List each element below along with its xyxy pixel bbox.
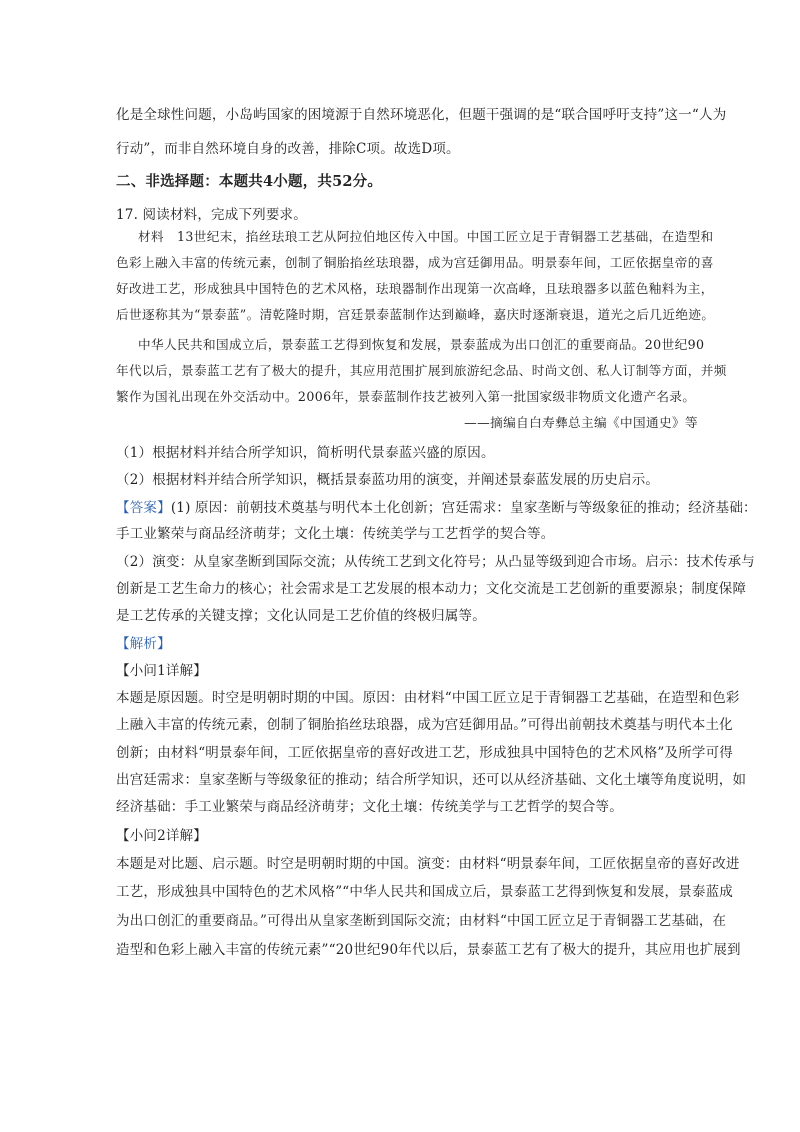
material-line: 繁作为国礼出现在外交活动中。2006年，景泰蓝制作技艺被列入第一批国家级非物质文化遗产名录。 (116, 389, 696, 404)
analysis-line: 创新；由材料“明景泰年间，工匠依据皇帝的喜好改进工艺，形成独具中国特色的艺术风格”及所学可得 (116, 745, 734, 761)
answer-line: 手工业繁荣与商品经济萌芽；文化土壤：传统美学与工艺哲学的契合等。 (116, 526, 555, 542)
answer-line: 创新是工艺生命力的核心；社会需求是工艺发展的根本动力；文化交流是工艺创新的重要源泉；制度保障 (116, 581, 747, 597)
question-number: 17. 阅读材料，完成下列要求。 (116, 207, 307, 223)
sub-question-1: （1）根据材料并结合所学知识，简析明代景泰蓝兴盛的原因。 (116, 445, 495, 461)
text-line: 化是全球性问题，小岛屿国家的困境源于自然环境恶化，但题干强调的是“联合国呼吁支持”这一“人为 (116, 107, 727, 123)
sub-question-heading-1: 【小问1详解】 (116, 663, 207, 679)
material-line: 色彩上融入丰富的传统元素，创制了铜胎掐丝珐琅器，成为宫廷御用品。明景泰年间，工匠依据皇帝的喜 (116, 255, 714, 270)
material-source: ——摘编自白寿彝总主编《中国通史》等 (464, 415, 698, 430)
section-heading: 二、非选择题：本题共4小题，共52分。 (116, 173, 383, 190)
answer-line: （2）演变：从皇家垄断到国际交流；从传统工艺到文化符号；从凸显等级到迎合市场。启示：技术传承与 (116, 554, 755, 570)
text-line: 行动”，而非自然环境自身的改善，排除C项。故选D项。 (116, 141, 460, 157)
material-line: 好改进工艺，形成独具中国特色的艺术风格，珐琅器制作出现第一次高峰，且珐琅器多以蓝色釉料为主， (116, 281, 714, 296)
material-line: 后世逐称其为“景泰蓝”。清乾隆时期，宫廷景泰蓝制作达到巅峰，嘉庆时逐渐衰退，道光之后几近绝迹。 (116, 307, 715, 322)
material-line: 中华人民共和国成立后，景泰蓝工艺得到恢复和发展，景泰蓝成为出口创汇的重要商品。20世纪90 (138, 337, 705, 352)
analysis-line: 造型和色彩上融入丰富的传统元素”“20世纪90年代以后，景泰蓝工艺有了极大的提升，其应用也扩展到 (116, 942, 741, 958)
material-line: 材料 13世纪末，掐丝珐琅工艺从阿拉伯地区传入中国。中国工匠立足于青铜器工艺基础，在造型和 (138, 229, 714, 244)
analysis-line: 工艺，形成独具中国特色的艺术风格”“中华人民共和国成立后，景泰蓝工艺得到恢复和发展，景泰蓝成 (116, 884, 734, 900)
analysis-line: 为出口创汇的重要商品。”可得出从皇家垄断到国际交流；由材料“中国工匠立足于青铜器工艺基础，在 (116, 913, 727, 929)
analysis-line: 上融入丰富的传统元素，创制了铜胎掐丝珐琅器，成为宫廷御用品。”可得出前朝技术奠基与明代本土化 (116, 717, 733, 733)
analysis-line: 本题是对比题、启示题。时空是明朝时期的中国。演变：由材料“明景泰年间，工匠依据皇帝的喜好改进 (116, 856, 740, 872)
sub-question-heading-2: 【小问2详解】 (116, 828, 207, 844)
material-line: 年代以后，景泰蓝工艺有了极大的提升，其应用范围扩展到旅游纪念品、时尚文创、私人订制等方面，并频 (116, 363, 727, 378)
answer-line-1 (116, 498, 757, 518)
analysis-line: 经济基础：手工业繁荣与商品经济萌芽；文化土壤：传统美学与工艺哲学的契合等。 (116, 799, 623, 815)
analysis-tag: 【解析】 (116, 636, 171, 652)
analysis-line: 出宫廷需求：皇家垄断与等级象征的推动；结合所学知识，还可以从经济基础、文化土壤等角度说明，如 (116, 772, 747, 788)
analysis-line: 本题是原因题。时空是明朝时期的中国。原因：由材料“中国工匠立足于青铜器工艺基础，在造型和色彩 (116, 690, 740, 706)
answer-line: 是工艺传承的关键支撑；文化认同是工艺价值的终极归属等。 (116, 608, 486, 624)
answer-tag: 【答案】 (116, 500, 171, 516)
sub-question-2: （2）根据材料并结合所学知识，概括景泰蓝功用的演变，并阐述景泰蓝发展的历史启示。 (116, 472, 660, 488)
answer-text: (1) 原因：前朝技术奠基与明代本土化创新；宫廷需求：皇家垄断与等级象征的推动；经济基础： (170, 500, 757, 516)
